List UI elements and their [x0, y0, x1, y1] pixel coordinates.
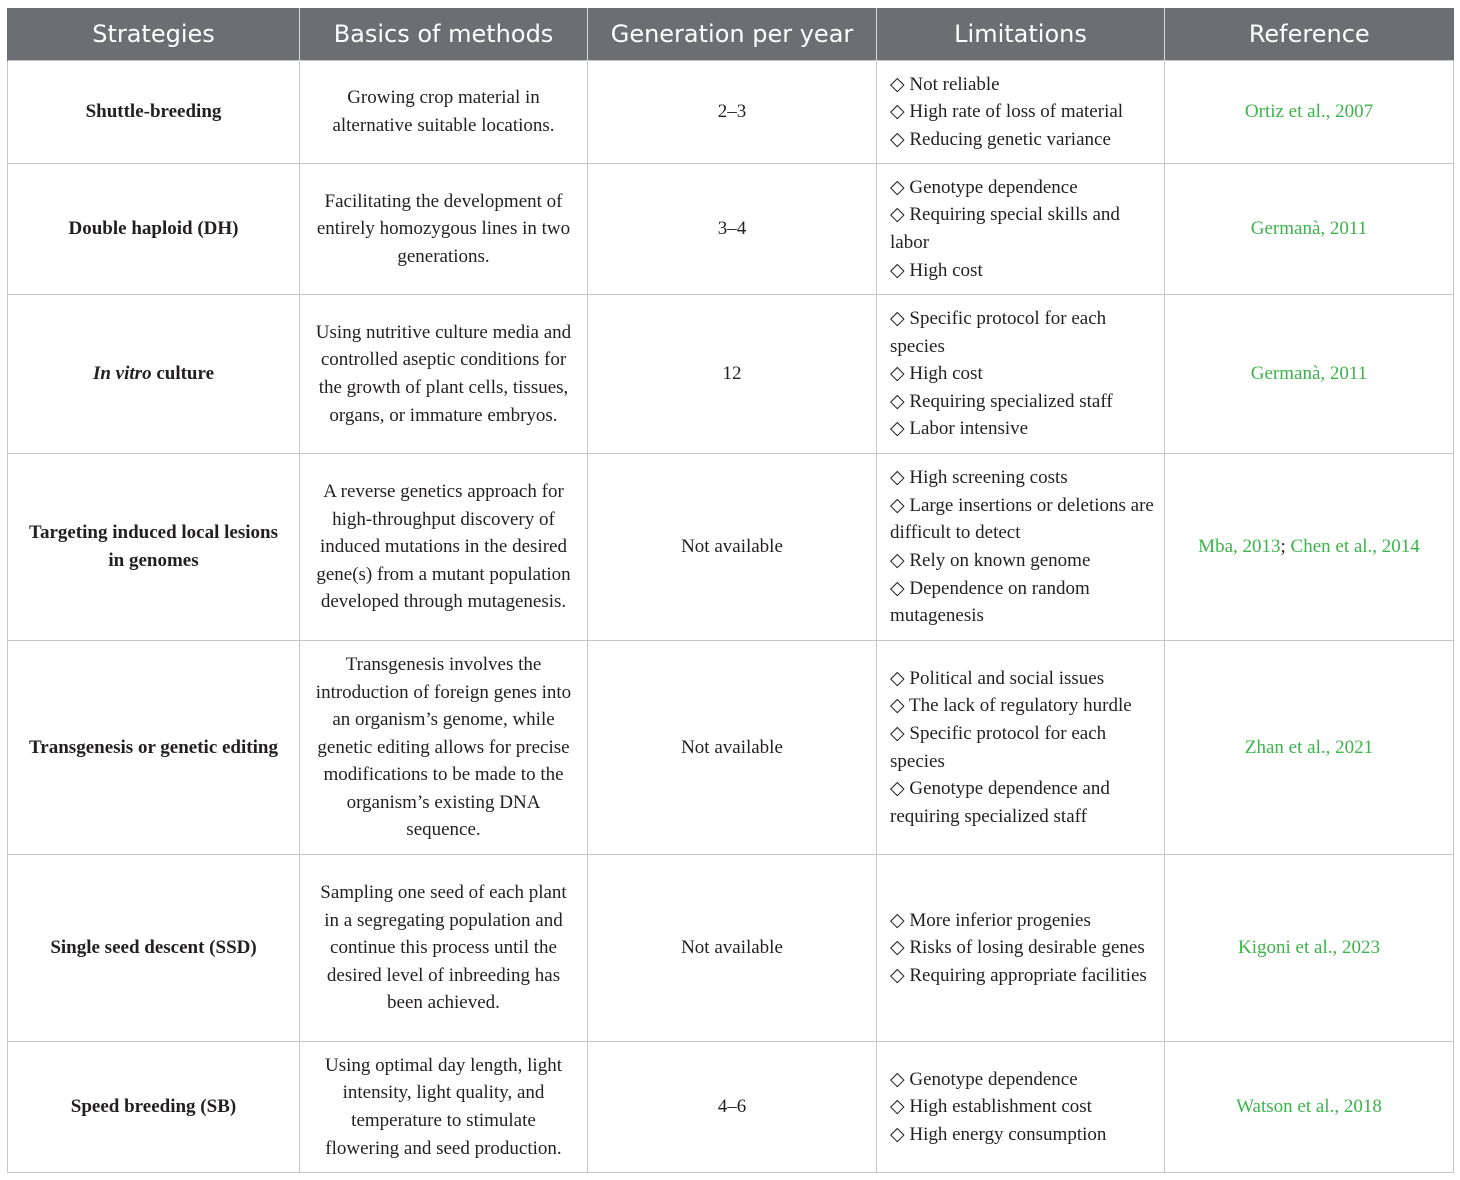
generation-cell: 12	[588, 295, 877, 454]
breeding-strategies-table	[7, 8, 1454, 1173]
generation-cell: 2–3	[588, 61, 877, 164]
limitations-cell	[877, 164, 1165, 295]
limitation-text: High screening costs	[909, 467, 1068, 489]
limitation-text: High energy consumption	[909, 1123, 1107, 1145]
limitation-text: High cost	[909, 259, 983, 281]
basics-cell: A reverse genetics approach for high-throughput discovery of induced mutations in the desired gene(s) from a mutant population developed through mutagenesis.	[300, 454, 588, 641]
limitation-text: High rate of loss of material	[909, 101, 1124, 123]
bullet-icon: ◇	[890, 1096, 905, 1118]
limitation-item	[890, 1066, 1160, 1094]
strategy-cell: Targeting induced local lesions in genomes	[8, 454, 300, 641]
limitations-cell	[877, 295, 1165, 454]
table-row	[8, 1042, 1454, 1173]
generation-cell: 3–4	[588, 164, 877, 295]
limitation-item	[890, 71, 1160, 99]
basics-cell: Sampling one seed of each plant in a segregating population and continue this process until the desired level of inbreeding has been achieved.	[300, 855, 588, 1042]
table-row	[8, 855, 1454, 1042]
limitations-cell	[877, 61, 1165, 164]
bullet-icon: ◇	[890, 1123, 905, 1145]
header-strategies: Strategies	[8, 8, 300, 61]
limitation-item	[890, 547, 1160, 575]
reference-link[interactable]: Watson et al., 2018	[1236, 1096, 1382, 1118]
strategy-cell: Speed breeding (SB)	[8, 1042, 300, 1173]
limitation-text: Requiring appropriate facilities	[909, 964, 1147, 986]
reference-link[interactable]: Ortiz et al., 2007	[1244, 101, 1374, 123]
bullet-icon: ◇	[890, 1068, 905, 1090]
bullet-icon: ◇	[890, 259, 905, 281]
limitation-text: More inferior progenies	[909, 909, 1091, 931]
reference-cell	[1165, 61, 1454, 164]
generation-cell: Not available	[588, 641, 877, 855]
limitations-cell	[877, 855, 1165, 1042]
strategy-cell: Single seed descent (SSD)	[8, 855, 300, 1042]
bullet-icon: ◇	[890, 577, 905, 599]
strategy-rest: culture	[151, 363, 215, 385]
reference-cell	[1165, 855, 1454, 1042]
limitation-item	[890, 492, 1160, 547]
bullet-icon: ◇	[890, 964, 905, 986]
limitation-item	[890, 305, 1160, 360]
reference-link[interactable]: Germanà, 2011	[1250, 218, 1368, 240]
bullet-icon: ◇	[890, 467, 905, 489]
reference-link[interactable]: Kigoni et al., 2023	[1238, 937, 1380, 959]
bullet-icon: ◇	[890, 494, 905, 516]
bullet-icon: ◇	[890, 909, 905, 931]
generation-cell: Not available	[588, 454, 877, 641]
generation-cell: Not available	[588, 855, 877, 1042]
header-generation: Generation per year	[588, 8, 877, 61]
strategy-cell: Double haploid (DH)	[8, 164, 300, 295]
bullet-icon: ◇	[890, 722, 905, 744]
bullet-icon: ◇	[890, 363, 905, 385]
limitation-item	[890, 692, 1160, 720]
reference-cell	[1165, 454, 1454, 641]
generation-cell: 4–6	[588, 1042, 877, 1173]
bullet-icon: ◇	[890, 73, 905, 95]
limitation-text: Dependence on random mutagenesis	[890, 577, 1090, 627]
limitation-item	[890, 201, 1160, 256]
header-row	[8, 8, 1454, 61]
limitation-text: Not reliable	[909, 73, 1000, 95]
bullet-icon: ◇	[890, 937, 905, 959]
limitation-item	[890, 415, 1160, 443]
reference-cell	[1165, 641, 1454, 855]
limitation-text: High cost	[909, 363, 983, 385]
limitations-cell	[877, 454, 1165, 641]
limitation-text: High establishment cost	[909, 1096, 1092, 1118]
limitation-text: Genotype dependence	[909, 1068, 1078, 1090]
bullet-icon: ◇	[890, 128, 905, 150]
limitation-text: Reducing genetic variance	[909, 128, 1111, 150]
basics-cell: Using optimal day length, light intensity, light quality, and temperature to stimulate flowering and seed production.	[300, 1042, 588, 1173]
table-body	[8, 61, 1454, 1173]
table-row	[8, 454, 1454, 641]
limitation-item	[890, 1121, 1160, 1149]
strategy-cell: Shuttle-breeding	[8, 61, 300, 164]
limitations-cell	[877, 1042, 1165, 1173]
basics-cell: Transgenesis involves the introduction of foreign genes into an organism’s genome, while genetic editing allows for precise modifications to be made to the organism’s existing DNA sequence.	[300, 641, 588, 855]
limitation-text: Rely on known genome	[909, 550, 1091, 571]
limitation-item	[890, 126, 1160, 154]
reference-cell	[1165, 1042, 1454, 1173]
limitation-item	[890, 98, 1160, 126]
reference-link[interactable]: Germanà, 2011	[1250, 363, 1368, 385]
limitation-text: Genotype dependence	[909, 176, 1078, 198]
limitation-item	[890, 962, 1160, 990]
limitation-item	[890, 934, 1160, 962]
strategy-cell	[8, 295, 300, 454]
header-limitations: Limitations	[877, 8, 1165, 61]
strategy-italic: In vitro	[92, 363, 152, 385]
limitation-text: Large insertions or deletions are difficult to detect	[890, 494, 1154, 544]
bullet-icon: ◇	[890, 101, 905, 123]
basics-cell: Growing crop material in alternative suitable locations.	[300, 61, 588, 164]
limitation-item	[890, 257, 1160, 285]
basics-cell: Facilitating the development of entirely homozygous lines in two generations.	[300, 164, 588, 295]
strategies-table-container	[7, 8, 1453, 1173]
limitation-item	[890, 575, 1160, 630]
reference-link[interactable]: Mba, 2013	[1198, 536, 1281, 558]
reference-link[interactable]: Zhan et al., 2021	[1244, 736, 1374, 758]
table-row	[8, 61, 1454, 164]
bullet-icon: ◇	[890, 418, 905, 440]
limitation-text: Political and social issues	[909, 667, 1105, 689]
limitation-item	[890, 388, 1160, 416]
limitation-text: Genotype dependence and requiring specialized staff	[890, 778, 1110, 827]
limitation-item	[890, 360, 1160, 388]
limitation-item	[890, 174, 1160, 202]
reference-link[interactable]: Chen et al., 2014	[1290, 536, 1420, 558]
limitation-item	[890, 775, 1160, 830]
limitation-text: The lack of regulatory hurdle	[909, 695, 1132, 717]
limitation-text: Risks of losing desirable genes	[909, 937, 1145, 959]
reference-separator: ;	[1280, 536, 1291, 558]
header-reference: Reference	[1165, 8, 1454, 61]
limitation-item	[890, 720, 1160, 775]
table-header	[8, 8, 1454, 61]
limitation-item	[890, 665, 1160, 693]
reference-cell	[1165, 164, 1454, 295]
limitation-item	[890, 464, 1160, 492]
limitation-text: Specific protocol for each species	[890, 722, 1107, 772]
bullet-icon: ◇	[890, 550, 905, 571]
bullet-icon: ◇	[890, 176, 905, 198]
strategy-cell: Transgenesis or genetic editing	[8, 641, 300, 855]
reference-cell	[1165, 295, 1454, 454]
limitation-text: Requiring special skills and labor	[890, 204, 1120, 253]
table-row	[8, 641, 1454, 855]
bullet-icon: ◇	[890, 778, 905, 800]
bullet-icon: ◇	[890, 308, 905, 330]
header-basics: Basics of methods	[300, 8, 588, 61]
bullet-icon: ◇	[890, 667, 905, 689]
limitation-item	[890, 1093, 1160, 1121]
table-row	[8, 164, 1454, 295]
limitation-text: Specific protocol for each species	[890, 308, 1107, 357]
bullet-icon: ◇	[890, 204, 905, 226]
table-row	[8, 295, 1454, 454]
limitation-text: Labor intensive	[909, 418, 1029, 440]
bullet-icon: ◇	[890, 695, 905, 717]
limitation-item	[890, 907, 1160, 935]
basics-cell: Using nutritive culture media and controlled aseptic conditions for the growth of plant cells, tissues, organs, or immature embryos.	[300, 295, 588, 454]
limitations-cell	[877, 641, 1165, 855]
limitation-text: Requiring specialized staff	[909, 390, 1113, 412]
bullet-icon: ◇	[890, 390, 905, 412]
